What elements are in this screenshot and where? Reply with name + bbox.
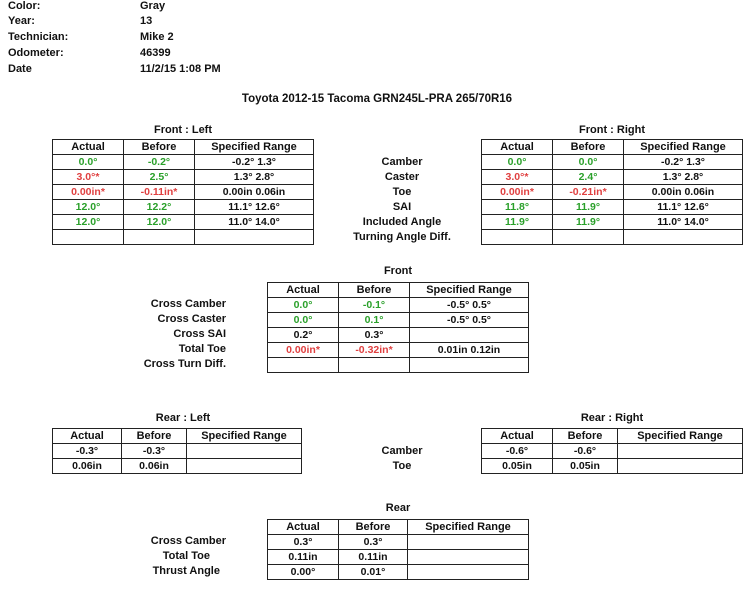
toe-label: Toe [392,186,412,198]
actual-cell: 3.0°* [482,170,553,185]
range-cell: 11.0° 14.0° [624,215,743,230]
technician-value: Mike 2 [140,31,174,43]
range-cell: -0.2° 1.3° [195,155,314,170]
rear-camber-label: Camber [381,445,423,457]
table-row [482,230,743,245]
before-cell: -0.32in* [339,343,410,358]
before-cell: 2.5° [124,170,195,185]
camber-label: Camber [381,156,423,168]
color-value: Gray [140,0,166,12]
rear-cross-title: Rear [385,502,411,514]
actual-cell: 3.0°* [53,170,124,185]
actual-cell: 0.00in* [268,343,339,358]
sai-label: SAI [392,201,412,213]
cross-caster-label: Cross Caster [157,313,226,325]
before-cell: 0.01° [339,565,408,580]
year-value: 13 [140,15,153,27]
rear-left-table [52,428,302,474]
table-row [268,328,529,343]
range-cell [410,358,529,373]
table-row [482,170,743,185]
col-range-header: Specified Range [187,429,302,444]
before-cell [339,358,410,373]
report-title: Toyota 2012-15 Tacoma GRN245L-PRA 265/70R16 [241,93,513,105]
range-cell: -0.5° 0.5° [410,298,529,313]
range-cell: 0.01in 0.12in [410,343,529,358]
rear-right-table [481,428,743,474]
rear-left-title: Rear : Left [155,412,211,424]
front-right-table [481,139,743,245]
before-cell: 0.11in [339,550,408,565]
actual-cell: 0.06in [53,459,122,474]
range-cell [408,550,529,565]
actual-cell: 0.3° [268,535,339,550]
col-actual-header: Actual [268,520,339,535]
range-cell [410,328,529,343]
col-range-header: Specified Range [410,283,529,298]
front-cross-table [267,282,529,373]
actual-cell: 0.00° [268,565,339,580]
table-row [268,550,529,565]
turning-angle-diff-label: Turning Angle Diff. [353,231,451,243]
table-row [53,170,314,185]
front-cross-title: Front [383,265,413,277]
before-cell: -0.1° [339,298,410,313]
range-cell [618,444,743,459]
before-cell [124,230,195,245]
before-cell: 0.06in [122,459,187,474]
before-cell: 11.9° [553,200,624,215]
table-row [268,343,529,358]
col-before-header: Before [553,429,618,444]
actual-cell: 0.00in* [482,185,553,200]
range-cell: 11.1° 12.6° [195,200,314,215]
table-row [268,313,529,328]
table-row [53,230,314,245]
actual-cell: 12.0° [53,200,124,215]
range-cell [187,444,302,459]
table-row [482,200,743,215]
cross-camber-label: Cross Camber [150,298,226,310]
rear-right-title: Rear : Right [580,412,644,424]
before-cell: 12.0° [124,215,195,230]
range-cell: 0.00in 0.06in [195,185,314,200]
date-label: Date [8,63,32,75]
before-cell: 11.9° [553,215,624,230]
table-row [268,565,529,580]
odometer-label: Odometer: [8,47,64,59]
range-cell [195,230,314,245]
before-cell: 2.4° [553,170,624,185]
col-before-header: Before [339,520,408,535]
actual-cell: 0.05in [482,459,553,474]
range-cell: 11.0° 14.0° [195,215,314,230]
rear-toe-label: Toe [392,460,412,472]
odometer-value: 46399 [140,47,171,59]
range-cell: 11.1° 12.6° [624,200,743,215]
actual-cell [482,230,553,245]
table-row [482,459,743,474]
before-cell: -0.2° [124,155,195,170]
table-row [268,535,529,550]
range-cell [187,459,302,474]
table-row [268,298,529,313]
rear-cross-table [267,519,529,580]
actual-cell: 0.00in* [53,185,124,200]
col-actual-header: Actual [482,140,553,155]
table-row [53,155,314,170]
col-before-header: Before [553,140,624,155]
front-left-title: Front : Left [153,124,213,136]
range-cell: -0.5° 0.5° [410,313,529,328]
before-cell: -0.6° [553,444,618,459]
technician-label: Technician: [8,31,69,43]
col-actual-header: Actual [53,140,124,155]
before-cell: 0.0° [553,155,624,170]
col-range-header: Specified Range [618,429,743,444]
actual-cell: -0.6° [482,444,553,459]
actual-cell [53,230,124,245]
actual-cell: 0.0° [53,155,124,170]
cross-sai-label: Cross SAI [173,328,226,340]
color-label: Color: [8,0,41,12]
col-before-header: Before [339,283,410,298]
table-row [482,155,743,170]
rear-cross-camber-label: Cross Camber [150,535,226,547]
col-actual-header: Actual [268,283,339,298]
table-row [53,200,314,215]
actual-cell: -0.3° [53,444,122,459]
range-cell: 1.3° 2.8° [624,170,743,185]
range-cell [624,230,743,245]
thrust-angle-label: Thrust Angle [152,565,220,577]
before-cell [553,230,624,245]
table-row [53,459,302,474]
col-actual-header: Actual [482,429,553,444]
year-label: Year: [8,15,35,27]
before-cell: -0.21in* [553,185,624,200]
col-actual-header: Actual [53,429,122,444]
col-before-header: Before [124,140,195,155]
range-cell: 0.00in 0.06in [624,185,743,200]
before-cell: -0.11in* [124,185,195,200]
col-range-header: Specified Range [195,140,314,155]
range-cell [618,459,743,474]
table-row [268,358,529,373]
actual-cell: 0.0° [268,313,339,328]
table-row [53,215,314,230]
before-cell: 0.3° [339,535,408,550]
table-row [482,185,743,200]
actual-cell: 12.0° [53,215,124,230]
before-cell: 0.3° [339,328,410,343]
included-angle-label: Included Angle [362,216,442,228]
caster-label: Caster [384,171,420,183]
col-before-header: Before [122,429,187,444]
cross-turn-diff-label: Cross Turn Diff. [143,358,226,370]
range-cell [408,565,529,580]
actual-cell: 0.0° [268,298,339,313]
actual-cell: 11.8° [482,200,553,215]
table-row [482,444,743,459]
front-right-title: Front : Right [579,124,645,136]
actual-cell [268,358,339,373]
total-toe-label: Total Toe [178,343,226,355]
front-left-table [52,139,314,245]
table-row [482,215,743,230]
range-cell: -0.2° 1.3° [624,155,743,170]
range-cell [408,535,529,550]
actual-cell: 11.9° [482,215,553,230]
rear-total-toe-label: Total Toe [162,550,210,562]
actual-cell: 0.2° [268,328,339,343]
col-range-header: Specified Range [408,520,529,535]
table-row [53,185,314,200]
before-cell: 0.05in [553,459,618,474]
before-cell: -0.3° [122,444,187,459]
col-range-header: Specified Range [624,140,743,155]
actual-cell: 0.0° [482,155,553,170]
date-value: 11/2/15 1:08 PM [140,63,221,75]
range-cell: 1.3° 2.8° [195,170,314,185]
before-cell: 0.1° [339,313,410,328]
table-row [53,444,302,459]
before-cell: 12.2° [124,200,195,215]
actual-cell: 0.11in [268,550,339,565]
